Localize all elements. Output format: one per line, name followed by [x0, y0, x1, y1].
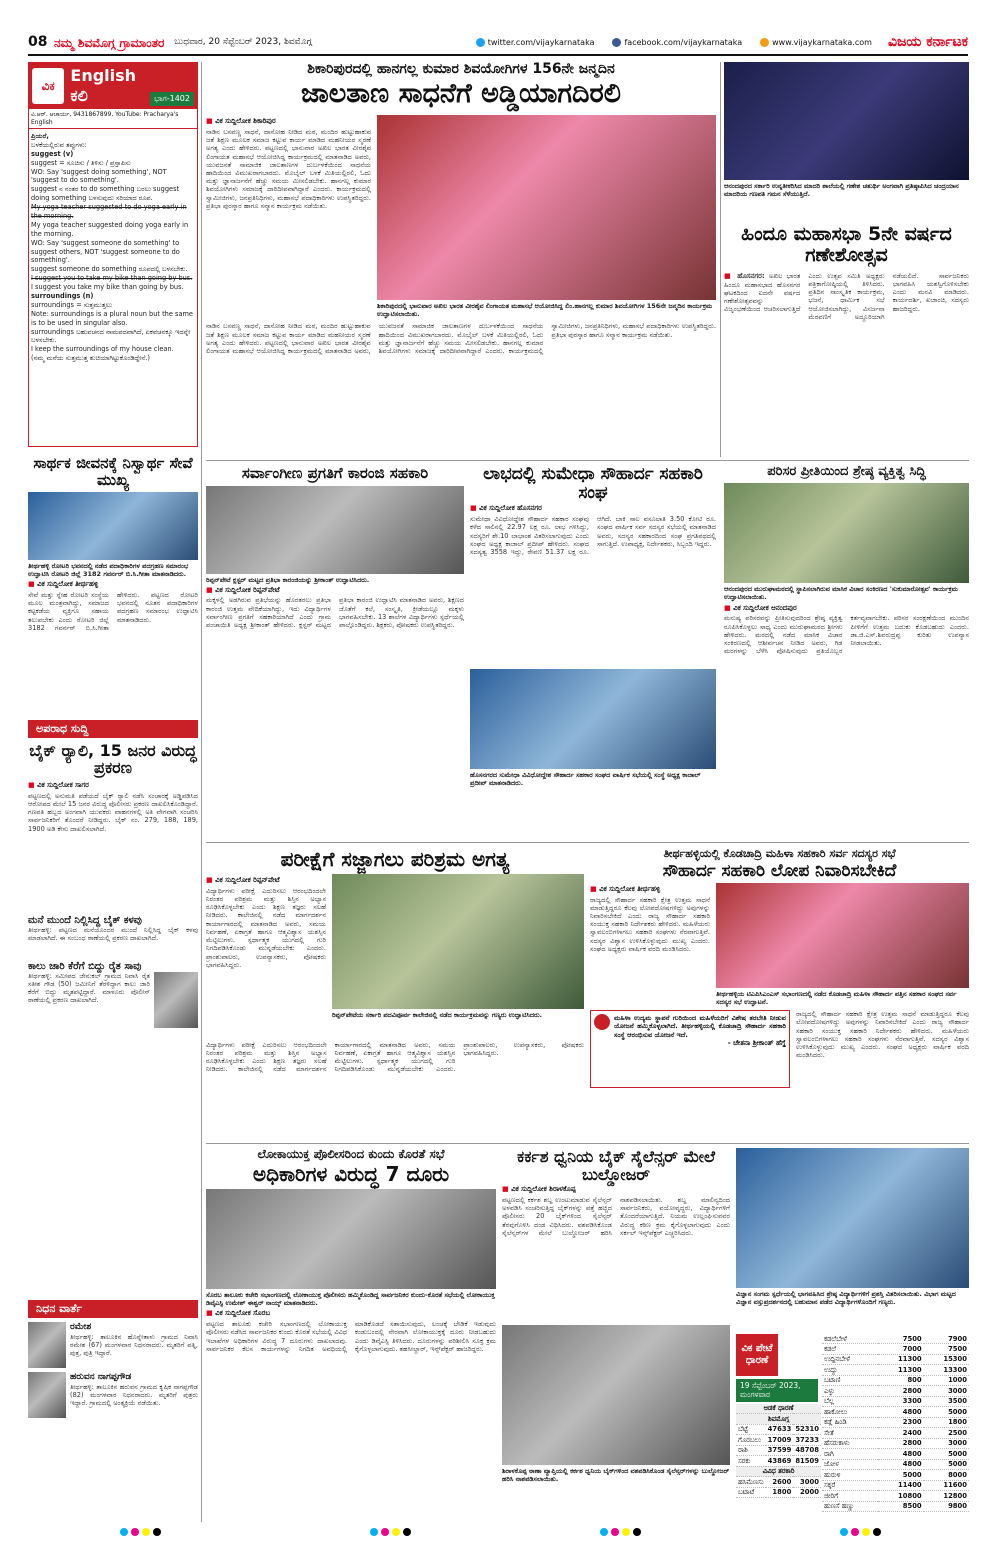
web-link[interactable]: www.vijaykarnataka.com: [760, 38, 872, 48]
obituary-photo: [28, 1322, 66, 1368]
table-row: ಹಸಿಮೆಣಸು 2600 3000: [738, 1477, 819, 1486]
english-kali-body: ಪ್ರಿಯರೆ, ಬಳಕೆಯಲ್ಲಿರುವ ತಪ್ಪುಗಳು: suggest (v) suggest = ಸೂಚಿಸು / ತಿಳಿಸು / ಪ್ರಸ್ತಾಪಿಸು WO: Say 'suggest doing something', NOT 'suggest to do something'. suggest ನ ನಂತರ to do something ಬರಲು suggest doing something ಬಳಸುವುದು ಸರಿಯಾದ ರೂಪ. My yoga teacher suggested to do yoga early in the morning. My yoga teacher suggested doing yoga early in the morning. WO: Say 'suggest someone do something' to suggest others, NOT 'suggest someone to do something'. suggest someone do something ರೂಪದಲ್ಲಿ ಬಳಸಬೇಕು. I suggest you to take my bike than going by bus. I suggest you take my bike than going by bus. surroundings (n) surroundings = ಸುತ್ತಮುತ್ತಲು Note: surroundings is a plural noun but the same is to be used in singular also. surroundings ಬಹುವಚನದ ನಾಮಪದವಾಗಿದೆ, ಏಕವಚನಕ್ಕೂ ಇದನ್ನೇ ಬಳಸಬೇಕು. I keep the surroundings of my house clean. (ನಮ್ಮ ಮನೆಯ ಸುತ್ತಮುತ್ತ ಶುಚಿಯಾಗಿಟ್ಟುಕೊಂಡಿದ್ದೇನೆ.): [31, 132, 193, 363]
silencer-photo: [502, 1325, 730, 1465]
silencer-byline: ■ ವಿಕ ಸುದ್ದಿಲೋಕ ಶಿರಾಳಕೊಪ್ಪ: [502, 1185, 730, 1194]
souharda-headline: ಸೌಹಾರ್ದ ಸಹಕಾರಿ ಲೋಪ ನಿವಾರಿಸಬೇಕಿದೆ: [662, 861, 897, 882]
sarthaka-caption: ತೀರ್ಥಹಳ್ಳಿ ರೋಟರಿ ಭವನದಲ್ಲಿ ನಡೆದ ಪದಾಧಿಕಾರಿಗಳ ಪದಗ್ರಹಣ ಸಮಾರಂಭ ಉದ್ಘಾಟಿಸಿ ರೋಟರಿ ಜಿಲ್ಲೆ 3182 ಗವರ್ನರ್ ಬಿ.ಸಿ.ಗೀತಾ ಮಾತನಾಡಿದರು.: [28, 562, 189, 579]
globe-icon: [760, 38, 769, 47]
souharda-caption: ತೀರ್ಥಹಳ್ಳಿಯ ಟಿಎಪಿಸಿಎಂಎಸ್ ಸಭಾಂಗಣದಲ್ಲಿ ನಡೆದ ಕೊಡಚಾದ್ರಿ ಮಹಿಳಾ ಸೌಹಾರ್ದ ಪತ್ತಿನ ಸಹಕಾರ ಸಂಘದ ಸರ್ವ ಸದಸ್ಯರ ಸಭೆ ಉದ್ಘಾಟನೆ.: [716, 989, 957, 1006]
table-row: ಬಟಾಣಿ 800 1000: [824, 1376, 967, 1385]
sumedha-photo: [470, 669, 716, 769]
sarthaka-byline: ■ ವಿಕ ಸುದ್ದಿಲೋಕ ತೀರ್ಥಹಳ್ಳಿ: [28, 580, 198, 589]
registration-marks: [840, 1528, 881, 1536]
chandrayaan-ganesha-photo: [724, 62, 969, 180]
crime-section: [28, 720, 198, 1030]
souharda-story: [590, 848, 969, 1140]
table-row: ರಾಗಿ 4800 5000: [824, 1449, 967, 1458]
pareeksha-body-1: ವಿದ್ಯಾರ್ಥಿಗಳು ಪರೀಕ್ಷೆ ಎದುರಿಸಲು ಆರಂಭದಿಂದಲೇ ನಿರಂತರ ಪರಿಶ್ರಮ ಮತ್ತು ಶಿಸ್ತಿನ ಅಭ್ಯಾಸ ರೂಢಿಸಿಕೊಳ್ಳಬೇಕು ಎಂದು ಶಿಕ್ಷಣ ತಜ್ಞರು ಸಲಹೆ ನೀಡಿದರು. ಕಾಲೇಜಿನಲ್ಲಿ ನಡೆದ ಮಾರ್ಗದರ್ಶನ ಕಾರ್ಯಾಗಾರದಲ್ಲಿ ಮಾತನಾಡಿದ ಅವರು, ಸಮಯ ನಿರ್ವಹಣೆ, ಏಕಾಗ್ರತೆ ಹಾಗೂ ಆತ್ಮವಿಶ್ವಾಸ ಯಶಸ್ಸಿನ ಮೆಟ್ಟಿಲುಗಳು. ಸ್ಪರ್ಧಾತ್ಮಕ ಯುಗದಲ್ಲಿ ಗುರಿ ನಿಗದಿಪಡಿಸಿಕೊಂಡು ಮುನ್ನಡೆಯಬೇಕು ಎಂದರು. ಪ್ರಾಂಶುಪಾಲರು, ಉಪನ್ಯಾಸಕರು, ಪೋಷಕರು ಭಾಗವಹಿಸಿದ್ದರು.: [206, 886, 326, 969]
table-row: ಜೀರಿಗೆ 10800 12800: [824, 1491, 967, 1500]
crime-section-bar: ಅಪರಾಧ ಸುದ್ದಿ: [28, 720, 198, 738]
lead-headline: ಜಾಲತಾಣ ಸಾಧನೆಗೆ ಅಡ್ಡಿಯಾಗದಿರಲಿ: [301, 78, 621, 110]
commodity-table: [822, 1334, 969, 1512]
pete-dharane-logo: ವಿಕ ಪೇಟೆ ಧಾರಣೆ: [736, 1334, 778, 1376]
lead-byline: ■ ವಿಕ ಸುದ್ದಿಲೋಕ ಶಿಕಾರಿಪುರ: [206, 117, 371, 126]
table-row: ಹೆಸರುಕಾಳು 2800 3000: [824, 1439, 967, 1448]
obituary-section-bar: ನಿಧನ ವಾರ್ತೆ: [28, 1300, 198, 1318]
table-row: ಗೊರಬಲು 17009 37233: [738, 1435, 819, 1444]
ganesha-caption: ಆನಂದಪುರದ ಸರ್ಕಾರಿ ಉನ್ನತೀಕರಿಸಿದ ಮಾದರಿ ಶಾಲೆಯಲ್ಲಿ ಗಣೇಶ ಚತುರ್ಥಿ ಅಂಗವಾಗಿ ಪ್ರತಿಷ್ಠಾಪಿಸಿದ ಚಂದ್ರಯಾನ ಮಾದರಿಯ ಗಣಪತಿ ಗಮನ ಸೆಳೆಯುತ್ತಿದೆ.: [724, 182, 959, 199]
table-row: ಕಡಲೆಬೇಳೆ 7500 7900: [824, 1334, 967, 1343]
obituary-photo: [28, 1372, 66, 1418]
souharda-quote-by: - ಚೇತನಾ ಶ್ರೀಕಾಂತ್ ಹೆಗ್ಡೆ: [727, 1038, 786, 1047]
silencer-headline: ಕರ್ಕಶ ಧ್ವನಿಯ ಬೈಕ್ ಸೈಲೆನ್ಸರ್ ಮೇಲೆ ಬುಲ್ಡೋಜರ್: [517, 1148, 715, 1184]
vk-logo: ವಿಕ: [32, 68, 64, 104]
column-divider: [720, 62, 721, 457]
ganesha-photo-story: [724, 62, 969, 222]
parisara-body: ಮನುಷ್ಯ ಪರಿಸರವನ್ನು ಪ್ರೀತಿಸುವುದರಿಂದ ಶ್ರೇಷ್ಠ ವ್ಯಕ್ತಿತ್ವ ರೂಪಿಸಿಕೊಳ್ಳಲು ಸಾಧ್ಯ ಎಂದು ಮುರುಘಾಮಠದ ಶ್ರೀಗಳು ಹೇಳಿದರು. ಮಠದಲ್ಲಿ ನಡೆದ ಮಾಸಿಕ ವಿಚಾರ ಸಂಕಿರಣದಲ್ಲಿ ಆಶೀರ್ವಚನ ನೀಡಿದ ಅವರು, ಗಿಡ ಮರಗಳನ್ನು ಬೆಳೆಸಿ ಪೋಷಿಸುವುದು ಪ್ರತಿಯೊಬ್ಬರ ಕರ್ತವ್ಯವಾಗಬೇಕು. ಪರಿಸರ ಸಂರಕ್ಷಣೆಯಿಂದ ಮುಂದಿನ ಪೀಳಿಗೆಗೆ ಉತ್ತಮ ಬದುಕು ಕೊಡಬಹುದು ಎಂದರು. ಡಾ.ಜಿ.ಎಸ್.ಶಿವರುದ್ರಪ್ಪ ಕುರಿತು ಉಪನ್ಯಾಸ ನೀಡಲಾಯಿತು.: [724, 614, 969, 656]
column-divider: [201, 62, 202, 1522]
english-kali-header: [29, 63, 197, 109]
karanji-byline: ■ ವಿಕ ಸುದ್ದಿಲೋಕ ರಿಪ್ಪನ್‌ಪೇಟೆ: [206, 586, 464, 595]
english-kali-box: [28, 62, 198, 447]
lead-story: [206, 62, 716, 457]
sarthaka-body: ಸೇವೆ ಮತ್ತು ಸ್ನೇಹ ರೋಟರಿ ಸಂಸ್ಥೆಯ ಮೂಲ ಮಂತ್ರವಾಗಿದ್ದು, ಸಮಾಜದ ಕಟ್ಟಕಡೆಯ ವ್ಯಕ್ತಿಗೂ ಸಹಾಯ ತಲುಪಬೇಕು ಎಂದು ರೋಟರಿ ಜಿಲ್ಲೆ 3182 ಗವರ್ನರ್ ಬಿ.ಸಿ.ಗೀತಾ ಹೇಳಿದರು. ಪಟ್ಟಣದ ರೋಟರಿ ಭವನದಲ್ಲಿ ನೂತನ ಪದಾಧಿಕಾರಿಗಳ ಪದಗ್ರಹಣ ಸಮಾರಂಭ ಉದ್ಘಾಟಿಸಿ ಮಾತನಾಡಿದರು.: [28, 591, 198, 632]
facebook-link[interactable]: facebook.com/vijaykarnataka: [612, 38, 742, 48]
table-row: ಕಡಲೆ 7000 7500: [824, 1344, 967, 1353]
farmer-photo: [154, 972, 198, 1028]
silencer-body: ಪಟ್ಟಣದಲ್ಲಿ ಕರ್ಕಶ ಶಬ್ದ ಉಂಟುಮಾಡುವ ಸೈಲೆನ್ಸರ್ ಅಳವಡಿಸಿ ಸಂಚರಿಸುತ್ತಿದ್ದ ಬೈಕ್‌ಗಳನ್ನು ಪತ್ತೆ ಹಚ್ಚಿದ ಪೊಲೀಸರು 20 ಬೈಕ್‌ಗಳಿಂದ ಸೈಲೆನ್ಸರ್ ತೆರವುಗೊಳಿಸಿ ದಂಡ ವಿಧಿಸಿದರು. ವಶಪಡಿಸಿಕೊಂಡ ಸೈಲೆನ್ಸರ್‌ಗಳ ಮೇಲೆ ಬುಲ್ಡೋಜರ್ ಹರಿಸಿ ನಾಶಪಡಿಸಲಾಯಿತು. ಶಬ್ದ ಮಾಲಿನ್ಯದಿಂದ ಸಾರ್ವಜನಿಕರು, ವಯೋವೃದ್ಧರು, ವಿದ್ಯಾರ್ಥಿಗಳಿಗೆ ತೊಂದರೆಯಾಗುತ್ತಿದೆ. ನಿಯಮ ಉಲ್ಲಂಘಿಸುವವರ ವಿರುದ್ಧ ಕಠಿಣ ಕ್ರಮ ಕೈಗೊಳ್ಳಲಾಗುವುದು ಎಂದು ಸರ್ಕಲ್ ಇನ್ಸ್‌ಪೆಕ್ಟರ್ ಎಚ್ಚರಿಸಿದರು.: [502, 1195, 730, 1237]
registration-marks: [120, 1528, 161, 1536]
lokayukta-caption: ಸೊರಬ ತಾಲೂಕು ಕಚೇರಿ ಸಭಾಂಗಣದಲ್ಲಿ ಲೋಕಾಯುಕ್ತ ಪೊಲೀಸರು ಹಮ್ಮಿಕೊಂಡಿದ್ದ ಸಾರ್ವಜನಿಕರ ಕುಂದು-ಕೊರತೆ ಸಭೆಯಲ್ಲಿ ಲೋಕಾಯುಕ್ತ ಡಿವೈಎಸ್ಪಿ ಉಮೇಶ್ ಈಶ್ವರ್ ನಾಯ್ಕ್ ಮಾತನಾಡಿದರು.: [206, 1291, 495, 1308]
market-rates: [736, 1334, 969, 1522]
part-badge: ಭಾಗ-1402: [150, 92, 194, 106]
table-row: ಬೆಟ್ಟೆ 47633 52310: [738, 1425, 819, 1434]
lead-caption: ಶಿಕಾರಿಪುರದಲ್ಲಿ ಭಾನುವಾರ ಅಖಿಲ ಭಾರತ ವೀರಶೈವ ಲಿಂಗಾಯತ ಮಹಾಸಭೆ ಆಯೋಜಿಸಿದ್ದ ಲಿಂ.ಹಾನಗಲ್ಲ ಕುಮಾರ ಶಿವಯೋಗಿಗಳ 156ನೇ ಜನ್ಮದಿನ ಕಾರ್ಯಕ್ರಮ ಉದ್ಘಾಟಿಸಲಾಯಿತು.: [377, 302, 713, 319]
farmer-death-body: ತೀರ್ಥಹಳ್ಳಿ: ಸಮೀಪದ ಜೇನುಕಲ್ ಗ್ರಾಮದ ನಿವಾಸಿ ರೈತ ಸತೀಶ ಗೌಡ (50) ಜಮೀನಿಗೆ ತೆರಳಿದ್ದಾಗ ಕಾಲು ಜಾರಿ ಕೆರೆಗೆ ಬಿದ್ದು ಮೃತಪಟ್ಟಿದ್ದಾರೆ. ಮಾಳೂರು ಪೊಲೀಸ್ ಠಾಣೆಯಲ್ಲಿ ಪ್ರಕರಣ ದಾಖಲಾಗಿದೆ.: [28, 971, 150, 1005]
page-header: [28, 32, 968, 56]
lokayukta-kicker: ಲೋಕಾಯುಕ್ತ ಪೊಲೀಸರಿಂದ ಕುಂದು ಕೊರತೆ ಸಭೆ: [257, 1148, 445, 1161]
section-title: ನಮ್ಮ ಶಿವಮೊಗ್ಗ ಗ್ರಾಮಾಂತರ: [54, 35, 165, 50]
parisara-story: [724, 465, 969, 837]
facebook-icon: [612, 38, 621, 47]
souharda-quote-box: [590, 1010, 790, 1088]
silencer-caption: ಶಿರಾಳಕೊಪ್ಪ ಠಾಣಾ ವ್ಯಾಪ್ತಿಯಲ್ಲಿ ಕರ್ಕಶ ಧ್ವನಿಯ ಬೈಕ್‌ಗಳಿಂದ ವಶಪಡಿಸಿಕೊಂಡ ಸೈಲೆನ್ಸರ್‌ಗಳನ್ನು ಬುಲ್ಡೋಜರ್ ಹರಿಸಿ ನಾಶಪಡಿಸಲಾಯಿತು.: [502, 1466, 730, 1484]
lokayukta-body: ಪಟ್ಟಣದ ತಾಲೂಕು ಕಚೇರಿ ಸಭಾಂಗಣದಲ್ಲಿ ಲೋಕಾಯುಕ್ತ ಪೊಲೀಸರು ನಡೆಸಿದ ಸಾರ್ವಜನಿಕರ ಕುಂದು ಕೊರತೆ ಸಭೆಯಲ್ಲಿ ವಿವಿಧ ಇಲಾಖೆಗಳ ಅಧಿಕಾರಿಗಳ ವಿರುದ್ಧ 7 ದೂರುಗಳು ದಾಖಲಾದವು. ಸಾರ್ವಜನಿಕರ ಕೆಲಸ ಕಾರ್ಯಗಳನ್ನು ನಿಗದಿತ ಅವಧಿಯಲ್ಲಿ ಮಾಡಿಕೊಡದೆ ಸತಾಯಿಸುವುದು, ಲಂಚಕ್ಕೆ ಬೇಡಿಕೆ ಇಡುವುದು ಕಂಡುಬಂದಲ್ಲಿ ನೇರವಾಗಿ ಲೋಕಾಯುಕ್ತಕ್ಕೆ ದೂರು ನೀಡಬಹುದು ಎಂದು ಡಿವೈಎಸ್ಪಿ ತಿಳಿಸಿದರು. ದೂರುಗಳನ್ನು ಪರಿಶೀಲಿಸಿ ಸೂಕ್ತ ಕ್ರಮ ಕೈಗೊಳ್ಳಲಾಗುವುದು. ತಹಸೀಲ್ದಾರ್, ಇನ್ಸ್‌ಪೆಕ್ಟರ್ ಹಾಜರಿದ್ದರು.: [206, 1320, 496, 1353]
divider: [206, 1143, 969, 1144]
table-row: ರಾಶಿ 37599 48708: [738, 1446, 819, 1455]
sumedha-caption: ಹೊಸನಗರದ ಸುಮೇಧಾ ವಿವಿಧೋದ್ದೇಶ ಸೌಹಾರ್ದ ಸಹಕಾರ ಸಂಘದ ವಾರ್ಷಿಕ ಸಭೆಯಲ್ಲಿ ಸಂಸ್ಥೆ ಅಧ್ಯಕ್ಷ ಕಾಜಾಲ್ ಪ್ರದೀಪ್ ಮಾತನಾಡಿದರು.: [470, 771, 701, 788]
table-row: ಸಕ್ಕರೆ 11400 11600: [824, 1481, 967, 1490]
crime-body: ಪಟ್ಟಣದಲ್ಲಿ ಅನುಮತಿ ಪಡೆಯದೆ ಬೈಕ್ ರ‍್ಯಾಲಿ ನಡೆಸಿ ಸಂಚಾರಕ್ಕೆ ಅಡ್ಡಿಪಡಿಸಿದ ಆರೋಪದ ಮೇಲೆ 15 ಜನರ ವಿರುದ್ಧ ಪೊಲೀಸರು ಪ್ರಕರಣ ದಾಖಲಿಸಿಕೊಂಡಿದ್ದಾರೆ. ಗಣಪತಿ ಹಬ್ಬದ ಅಂಗವಾಗಿ ಯುವಕರು ವಾಹನಗಳಲ್ಲಿ ಅತಿ ವೇಗವಾಗಿ ಸಂಚರಿಸಿ ಸಾರ್ವಜನಿಕರಿಗೆ ತೊಂದರೆ ನೀಡಿದ್ದರು. ಬೈಕ್ ನಂ. 279, 188, 189, 1900 ಅಡಿ ಕೇಸು ದಾಖಲಿಸಲಾಗಿದೆ.: [28, 791, 198, 833]
sarthaka-headline: ಸಾರ್ಥಕ ಜೀವನಕ್ಕೆ ನಿಸ್ವಾರ್ಥ ಸೇವೆ ಮುಖ್ಯ: [33, 455, 193, 489]
table-row: ಬೆಲ್ಲ 3300 3500: [824, 1397, 967, 1406]
silencer-story: [502, 1148, 730, 1522]
registration-marks: [600, 1528, 641, 1536]
twitter-link[interactable]: twitter.com/vijaykarnataka: [476, 38, 595, 48]
crime-byline: ■ ವಿಕ ಸುದ್ದಿಲೋಕ ಸಾಗರ: [28, 781, 198, 790]
hindu-body: ■ ಹೊಸನಗರ: ಅಖಿಲ ಭಾರತ ಹಿಂದೂ ಮಹಾಸಭಾದ ಹೊಸನಗರ ಘಟಕದಿಂದ ಐದನೇ ವರ್ಷದ ಗಣೇಶೋತ್ಸವವನ್ನು ವಿಜೃಂಭಣೆಯಿಂದ ಆಚರಿಸಲಾಗುತ್ತಿದೆ ಎಂದು ಉತ್ಸವ ಸಮಿತಿ ಅಧ್ಯಕ್ಷರು ಪತ್ರಿಕಾಗೋಷ್ಠಿಯಲ್ಲಿ ತಿಳಿಸಿದರು. ಪ್ರತಿದಿನ ಸಾಂಸ್ಕೃತಿಕ ಕಾರ್ಯಕ್ರಮ, ಭಜನೆ, ಧಾರ್ಮಿಕ ಸಭೆ ಆಯೋಜಿಸಲಾಗಿದ್ದು, ವಿಸರ್ಜನಾ ಮೆರವಣಿಗೆ ಅದ್ದೂರಿಯಾಗಿ ನಡೆಯಲಿದೆ. ಸಾರ್ವಜನಿಕರು ಭಾಗವಹಿಸಿ ಯಶಸ್ವಿಗೊಳಿಸಬೇಕು ಎಂದು ಮನವಿ ಮಾಡಿದರು. ಕಾರ್ಯದರ್ಶಿ, ಖಜಾಂಚಿ, ಸದಸ್ಯರು ಹಾಜರಿದ್ದರು.: [724, 272, 969, 447]
market-date: 19 ಸೆಪ್ಟೆಂಬರ್ 2023, ಮಂಗಳವಾರ: [736, 1379, 818, 1402]
hindu-mahasabha-story: [724, 224, 969, 457]
english-kali-contact: ವಿ.ಆರ್. ಆಚಾರ್ಯ, 9431867899, YouTube: Pracharya's English: [29, 109, 197, 129]
bike-theft-headline: ಮನೆ ಮುಂದೆ ನಿಲ್ಲಿಸಿದ್ದ ಬೈಕ್ ಕಳವು: [28, 914, 142, 926]
souharda-quote: ಮಹಿಳಾ ಉದ್ಯಮ ಸ್ಥಾಪನೆ ಗುರಿಯಿಂದ ಮಹಿಳೆಯರಿಗೆ ವಿಶೇಷ ತರಬೇತಿ ನೀಡುವ ಯೋಜನೆ ಹಮ್ಮಿಕೊಳ್ಳಲಾಗಿದೆ. ತೀರ್ಥಹಳ್ಳಿಯಲ್ಲಿ ಕೊಡಚಾದ್ರಿ ಸೌಹಾರ್ದ ಸಹಕಾರಿ ಸಂಸ್ಥೆ ಆರಂಭಿಸುವ ಯೋಜನೆ ಇದೆ.: [614, 1014, 786, 1039]
quote-icon: [594, 1014, 610, 1030]
parisara-byline: ■ ವಿಕ ಸುದ್ದಿಲೋಕ ಆನಂದಪುರ: [724, 604, 969, 613]
table-row: ಬಟಾಟೆ 1800 2000: [738, 1488, 819, 1497]
karanji-caption: ರಿಪ್ಪನ್‌ಪೇಟೆ ಕ್ಲಸ್ಟರ್ ಮಟ್ಟದ ಪ್ರತಿಭಾ ಕಾರಂಜಿಯನ್ನು ಶ್ರೀಕಾಂತ್ ಉದ್ಘಾಟಿಸಿದರು.: [206, 575, 370, 584]
souharda-kicker: ತೀರ್ಥಹಳ್ಳಿಯಲ್ಲಿ ಕೊಡಚಾದ್ರಿ ಮಹಿಳಾ ಸಹಕಾರಿ ಸರ್ವ ಸದಸ್ಯರ ಸಭೆ: [663, 848, 896, 860]
obituary-item: ರಮೇಶ ತೀರ್ಥಹಳ್ಳಿ: ತಾಲೂಕಿನ ಹೊನ್ನೇತಾಳು ಗ್ರಾಮದ ನಿವಾಸಿ ರಮೇಶ (67) ಮಂಗಳವಾರ ನಿಧನರಾದರು. ಮೃತರಿಗೆ ಪತ್ನಿ, ಪುತ್ರ, ಪುತ್ರಿ ಇದ್ದಾರೆ.: [28, 1322, 198, 1368]
table-row: ಹಾಕೋಲು 4800 5000: [824, 1407, 967, 1416]
karanji-story: [206, 465, 464, 837]
table-row: ಉದ್ದಿನಬೇಳೆ 11300 15300: [824, 1355, 967, 1364]
sarthaka-story: [28, 455, 198, 717]
parisara-headline: ಪರಿಸರ ಪ್ರೀತಿಯಿಂದ ಶ್ರೇಷ್ಠ ವ್ಯಕ್ತಿತ್ವ ಸಿದ್ಧಿ: [767, 465, 926, 479]
karanji-headline: ಸರ್ವಾಂಗೀಣ ಪ್ರಗತಿಗೆ ಕಾರಂಜಿ ಸಹಕಾರಿ: [241, 465, 429, 482]
pareeksha-story: [206, 848, 584, 1140]
pareeksha-byline: ■ ವಿಕ ಸುದ್ದಿಲೋಕ ರಿಪ್ಪನ್‌ಪೇಟೆ: [206, 876, 326, 885]
souharda-photo: [716, 883, 969, 988]
souharda-byline: ■ ವಿಕ ಸುದ್ದಿಲೋಕ ತೀರ್ಥಹಳ್ಳಿ: [590, 885, 710, 894]
masthead-logo: ವಿಜಯ ಕರ್ನಾಟಕ: [887, 34, 968, 51]
lead-kicker: ಶಿಕಾರಿಪುರದಲ್ಲಿ ಹಾನಗಲ್ಲ ಕುಮಾರ ಶಿವಯೋಗಿಗಳ 156ನೇ ಜನ್ಮದಿನ: [307, 62, 615, 77]
farmer-death-headline: ಕಾಲು ಜಾರಿ ಕೆರೆಗೆ ಬಿದ್ದು ರೈತ ಸಾವು: [28, 960, 142, 972]
sumedha-headline: ಲಾಭದಲ್ಲಿ ಸುಮೇಧಾ ಸೌಹಾರ್ದ ಸಹಕಾರಿ ಸಂಘ: [483, 465, 703, 503]
rotary-photo: [28, 492, 198, 560]
table-row: ಸರಕು 43869 81509: [738, 1456, 819, 1465]
karanji-photo: [206, 486, 464, 574]
header-date: ಬುಧವಾರ, 20 ಸೆಪ್ಟೆಂಬರ್ 2023, ಶಿವಮೊಗ್ಗ: [174, 37, 312, 48]
lokayukta-story: [206, 1148, 496, 1522]
divider: [206, 842, 969, 843]
areca-table: ಅಡಕೆ ಧಾರಣೆ ಶಿವಮೊಗ್ಗ ಬೆಟ್ಟೆ 47633 52310 ಗೊರಬಲು 17009 37233 ರಾಶಿ 37599 48708 ಸರಕು 43869 81509 ವಿವಿಧ ತರಕಾರಿ ಹಸಿಮೆಣಸು 2600 3000 ಬಟಾಟೆ 1800 2000: [738, 1404, 819, 1497]
table-row: ಉದ್ದು 11300 13300: [824, 1365, 967, 1374]
pareeksha-photo: [332, 874, 584, 1009]
lokayukta-byline: ■ ವಿಕ ಸುದ್ದಿಲೋಕ ಸೊರಬ: [206, 1309, 496, 1318]
divider: [206, 460, 969, 461]
pareeksha-headline: ಪರೀಕ್ಷೆಗೆ ಸಜ್ಜಾಗಲು ಪರಿಶ್ರಮ ಅಗತ್ಯ: [280, 848, 510, 871]
lead-photo: [377, 115, 716, 300]
sumedha-byline: ■ ವಿಕ ಸುದ್ದಿಲೋಕ ಹೊಸನಗರ: [470, 504, 716, 513]
social-links: [476, 38, 872, 48]
page-number: 08: [28, 34, 48, 51]
souharda-body-2: ರಾಜ್ಯದಲ್ಲಿ ಸೌಹಾರ್ದ ಸಹಕಾರಿ ಕ್ಷೇತ್ರ ಉತ್ತಮ ಸಾಧನೆ ಮಾಡುತ್ತಿದ್ದರೂ ಕೆಲವು ಲೋಪದೋಷಗಳಿದ್ದು ಅವುಗಳನ್ನು ನಿವಾರಿಸಬೇಕಿದೆ ಎಂದು ರಾಜ್ಯ ಸೌಹಾರ್ದ ಸಹಕಾರಿ ಸಂಯುಕ್ತ ಸಹಕಾರಿ ನಿರ್ದೇಶಕರು ಹೇಳಿದರು. ಮಹಿಳೆಯರು ಸ್ವಾವಲಂಬಿಗಳಾಗಲು ಸಹಕಾರಿ ಸಂಘಗಳು ನೆರವಾಗುತ್ತಿವೆ. ಸದಸ್ಯರ ವಿಶ್ವಾಸ ಉಳಿಸಿಕೊಳ್ಳುವುದು ಮುಖ್ಯ ಎಂದರು. ಸಂಘದ ಅಧ್ಯಕ್ಷರು ವಾರ್ಷಿಕ ವರದಿ ಮಂಡಿಸಿದರು.: [796, 1010, 969, 1060]
hindu-headline: ಹಿಂದೂ ಮಹಾಸಭಾ 5ನೇ ವರ್ಷದ ಗಣೇಶೋತ್ಸವ: [741, 224, 952, 266]
bike-theft-body: ತೀರ್ಥಹಳ್ಳಿ: ಪಟ್ಟಣದ ಮನೆಯೊಂದರ ಮುಂದೆ ನಿಲ್ಲಿಸಿದ್ದ ಬೈಕ್ ಕಳವು ಮಾಡಲಾಗಿದೆ. ಈ ಸಂಬಂಧ ಠಾಣೆಯಲ್ಲಿ ಪ್ರಕರಣ ದಾಖಲಾಗಿದೆ.: [28, 925, 198, 942]
obituary-section: [28, 1300, 198, 1522]
lead-body-1: ನಾಡಿನ ಬಸವಣ್ಣ ಸಾಧನೆ, ದಾಸೋಹ ನೀಡಿದ ಮಠ, ಮಂದಿರ ಹುಟ್ಟುಹಾಕುವ ಜತೆ ಶಿಕ್ಷಣ ಮೂಲಕ ಸಮಾಜ ಕಟ್ಟುವ ಕಾರ್ಯ ಮಾಡಿದ ಮಹನೀಯರ ಸ್ಮರಣೆ ಅಗತ್ಯ ಎಂದು ಹೇಳಿದರು. ಪಟ್ಟಣದಲ್ಲಿ ಭಾನುವಾರ ಅಖಿಲ ಭಾರತ ವೀರಶೈವ ಲಿಂಗಾಯತ ಮಹಾಸಭೆ ಆಯೋಜಿಸಿದ್ದ ಕಾರ್ಯಕ್ರಮದಲ್ಲಿ ಮಾತನಾಡಿದ ಅವರು, ಯುವಜನತೆ ಸಾಮಾಜಿಕ ಜಾಲತಾಣಗಳ ದುರ್ಬಳಕೆಯಿಂದ ಸಾಧನೆಯ ಹಾದಿಯಿಂದ ವಿಮುಖರಾಗಬಾರದು. ಮೊಬೈಲ್ ಬಳಕೆ ಮಿತಿಯಲ್ಲಿರಲಿ, ಓದು ಮತ್ತು ಜ್ಞಾನಾರ್ಜನೆಗೆ ಹೆಚ್ಚು ಸಮಯ ಮೀಸಲಿಡಬೇಕು. ಹಾನಗಲ್ಲ ಕುಮಾರ ಶಿವಯೋಗಿಗಳು ಸಮಾಜಕ್ಕೆ ದಾರಿದೀಪವಾಗಿದ್ದಾರೆ ಎಂದರು. ಕಾರ್ಯಕ್ರಮದಲ್ಲಿ ಸ್ವಾಮೀಜಿಗಳು, ಜನಪ್ರತಿನಿಧಿಗಳು, ಮಹಾಸಭೆ ಪದಾಧಿಕಾರಿಗಳು ಉಪಸ್ಥಿತರಿದ್ದರು. ಪ್ರತಿಭಾ ಪುರಸ್ಕಾರ ಹಾಗೂ ಸನ್ಮಾನ ಕಾರ್ಯಕ್ರಮ ನಡೆಯಿತು.: [206, 127, 371, 210]
registration-marks: [370, 1528, 411, 1536]
souharda-body-1: ರಾಜ್ಯದಲ್ಲಿ ಸೌಹಾರ್ದ ಸಹಕಾರಿ ಕ್ಷೇತ್ರ ಉತ್ತಮ ಸಾಧನೆ ಮಾಡುತ್ತಿದ್ದರೂ ಕೆಲವು ಲೋಪದೋಷಗಳಿದ್ದು ಅವುಗಳನ್ನು ನಿವಾರಿಸಬೇಕಿದೆ ಎಂದು ರಾಜ್ಯ ಸೌಹಾರ್ದ ಸಹಕಾರಿ ಸಂಯುಕ್ತ ಸಹಕಾರಿ ನಿರ್ದೇಶಕರು ಹೇಳಿದರು. ಮಹಿಳೆಯರು ಸ್ವಾವಲಂಬಿಗಳಾಗಲು ಸಹಕಾರಿ ಸಂಘಗಳು ನೆರವಾಗುತ್ತಿವೆ. ಸದಸ್ಯರ ವಿಶ್ವಾಸ ಉಳಿಸಿಕೊಳ್ಳುವುದು ಮುಖ್ಯ ಎಂದರು. ಸಂಘದ ಅಧ್ಯಕ್ಷರು ವಾರ್ಷಿಕ ವರದಿ ಮಂಡಿಸಿದರು.: [590, 895, 710, 953]
twitter-icon: [476, 38, 485, 47]
lead-body-2: ನಾಡಿನ ಬಸವಣ್ಣ ಸಾಧನೆ, ದಾಸೋಹ ನೀಡಿದ ಮಠ, ಮಂದಿರ ಹುಟ್ಟುಹಾಕುವ ಜತೆ ಶಿಕ್ಷಣ ಮೂಲಕ ಸಮಾಜ ಕಟ್ಟುವ ಕಾರ್ಯ ಮಾಡಿದ ಮಹನೀಯರ ಸ್ಮರಣೆ ಅಗತ್ಯ ಎಂದು ಹೇಳಿದರು. ಪಟ್ಟಣದಲ್ಲಿ ಭಾನುವಾರ ಅಖಿಲ ಭಾರತ ವೀರಶೈವ ಲಿಂಗಾಯತ ಮಹಾಸಭೆ ಆಯೋಜಿಸಿದ್ದ ಕಾರ್ಯಕ್ರಮದಲ್ಲಿ ಮಾತನಾಡಿದ ಅವರು, ಯುವಜನತೆ ಸಾಮಾಜಿಕ ಜಾಲತಾಣಗಳ ದುರ್ಬಳಕೆಯಿಂದ ಸಾಧನೆಯ ಹಾದಿಯಿಂದ ವಿಮುಖರಾಗಬಾರದು. ಮೊಬೈಲ್ ಬಳಕೆ ಮಿತಿಯಲ್ಲಿರಲಿ, ಓದು ಮತ್ತು ಜ್ಞಾನಾರ್ಜನೆಗೆ ಹೆಚ್ಚು ಸಮಯ ಮೀಸಲಿಡಬೇಕು. ಹಾನಗಲ್ಲ ಕುಮಾರ ಶಿವಯೋಗಿಗಳು ಸಮಾಜಕ್ಕೆ ದಾರಿದೀಪವಾಗಿದ್ದಾರೆ ಎಂದರು. ಕಾರ್ಯಕ್ರಮದಲ್ಲಿ ಸ್ವಾಮೀಜಿಗಳು, ಜನಪ್ರತಿನಿಧಿಗಳು, ಮಹಾಸಭೆ ಪದಾಧಿಕಾರಿಗಳು ಉಪಸ್ಥಿತರಿದ್ದರು. ಪ್ರತಿಭಾ ಪುರಸ್ಕಾರ ಹಾಗೂ ಸನ್ಮಾನ ಕಾರ್ಯಕ್ರಮ ನಡೆಯಿತು.: [206, 322, 716, 356]
table-row: ಕಡ್ಲೆ ಹಿಂಡಿ 2300 1800: [824, 1418, 967, 1427]
science-photo: [736, 1148, 969, 1288]
pareeksha-caption: ರಿಪ್ಪನ್‌ಪೇಟೆಯ ಸರ್ಕಾರಿ ಪದವಿಪೂರ್ವ ಕಾಲೇಜಿನಲ್ಲಿ ನಡೆದ ಕಾರ್ಯಕ್ರಮವನ್ನು ಗಣ್ಯರು ಉದ್ಘಾಟಿಸಿದರು.: [332, 1011, 543, 1019]
parisara-photo: [724, 483, 969, 583]
karanji-body: ಮಕ್ಕಳಲ್ಲಿ ಅಡಗಿರುವ ಪ್ರತಿಭೆಯನ್ನು ಹೊರತರಲು ಪ್ರತಿಭಾ ಕಾರಂಜಿ ಉತ್ತಮ ವೇದಿಕೆಯಾಗಿದ್ದು, ಇದು ವಿದ್ಯಾರ್ಥಿಗಳ ಸರ್ವಾಂಗೀಣ ಪ್ರಗತಿಗೆ ಸಹಕಾರಿಯಾಗಿದೆ ಎಂದು ಗ್ರಾಮ ಪಂಚಾಯಿತಿ ಅಧ್ಯಕ್ಷ ಶ್ರೀಕಾಂತ್ ಹೇಳಿದರು. ಕ್ಲಸ್ಟರ್ ಮಟ್ಟದ ಪ್ರತಿಭಾ ಕಾರಂಜಿ ಉದ್ಘಾಟಿಸಿ ಮಾತನಾಡಿದ ಅವರು, ಶಿಕ್ಷಣದ ಜೊತೆಗೆ ಕಲೆ, ಸಂಸ್ಕೃತಿ, ಕ್ರೀಡೆಯಲ್ಲೂ ಮಕ್ಕಳು ಭಾಗವಹಿಸಬೇಕು. 13 ಶಾಲೆಗಳ ವಿದ್ಯಾರ್ಥಿಗಳು ಸ್ಪರ್ಧೆಯಲ್ಲಿ ಪಾಲ್ಗೊಂಡಿದ್ದರು. ಶಿಕ್ಷಕರು, ಪೋಷಕರು ಉಪಸ್ಥಿತರಿದ್ದರು.: [206, 596, 464, 630]
table-row: ಎಳ್ಳು 2800 3000: [824, 1386, 967, 1395]
table-row: ಹುರುಳಿ 5000 8000: [824, 1470, 967, 1479]
parisara-caption: ಆನಂದಪುರದ ಮುರುಘಾಮಠದಲ್ಲಿ ಸ್ಥಾಪಿಸಲಾಗಿರುವ ಮಾಸಿಕ ವಿಚಾರ ಸಂಕಿರಣದ 'ಸುಕುಮಾರೋತ್ಸವ' ಕಾರ್ಯಕ್ರಮ ಉದ್ಘಾಟಿಸಲಾಯಿತು.: [724, 585, 958, 602]
lokayukta-headline: ಅಧಿಕಾರಿಗಳ ವಿರುದ್ಧ 7 ದೂರು: [252, 1162, 450, 1187]
lokayukta-photo: [206, 1189, 496, 1289]
table-row: ಜೋಳ 4800 5000: [824, 1460, 967, 1469]
science-caption: ವಿಜ್ಞಾನ ಸಂಗಮ ಸ್ಪರ್ಧೆಯಲ್ಲಿ ಭಾಗವಹಿಸಿದ ಶ್ರೇಷ್ಠ ವಿದ್ಯಾರ್ಥಿಗಳಿಗೆ ಪ್ರಶಸ್ತಿ ವಿತರಿಸಲಾಯಿತು. ವಿಭಾಗ ಮಟ್ಟದ ವಿಜ್ಞಾನ ವಸ್ತುಪ್ರದರ್ಶನದಲ್ಲಿ ಬಹುಮಾನ ಪಡೆದ ವಿದ್ಯಾರ್ಥಿಗಳೊಂದಿಗೆ ಗಣ್ಯರು.: [736, 1290, 956, 1307]
sumedha-body: ಸುಮೇಧಾ ವಿವಿಧೋದ್ದೇಶ ಸೌಹಾರ್ದ ಸಹಕಾರ ಸಂಘವು ಕಳೆದ ಸಾಲಿನಲ್ಲಿ 22.97 ಲಕ್ಷ ರೂ. ಲಾಭ ಗಳಿಸಿದ್ದು, ಸದಸ್ಯರಿಗೆ ಶೇ.10 ಲಾಭಾಂಶ ವಿತರಿಸಲಾಗುವುದು ಎಂದು ಸಂಘದ ಅಧ್ಯಕ್ಷ ಕಾಜಾಲ್ ಪ್ರದೀಪ್ ಹೇಳಿದರು. ಸಂಘದ ಸದಸ್ಯತ್ವ 3558 ಇದ್ದು, ಠೇವಣಿ 51.37 ಲಕ್ಷ ರೂ. ಆಗಿದೆ. ಬಾಕಿ ಸಾಲ ವಸೂಲಾತಿ 3.50 ಕೋಟಿ ರೂ. ಸಂಘದ ವಾರ್ಷಿಕ ಸರ್ವ ಸದಸ್ಯರ ಸಭೆಯಲ್ಲಿ ಮಾತನಾಡಿದ ಅವರು, ಸದಸ್ಯರ ಸಹಕಾರದಿಂದ ಸಂಘ ಪ್ರಗತಿಪಥದಲ್ಲಿ ಸಾಗುತ್ತಿದೆ. ಉಪಾಧ್ಯಕ್ಷ, ನಿರ್ದೇಶಕರು, ಸಿಬ್ಬಂದಿ ಇದ್ದರು.: [470, 515, 716, 557]
sumedha-story: [470, 465, 716, 837]
table-row: ಹುಣಸೆ ಹಣ್ಣು 8500 9800: [824, 1502, 967, 1511]
science-photo-story: [736, 1148, 969, 1328]
english-kali-title: English ಕಲಿ: [70, 66, 137, 105]
obituary-item: ಹರುವನ ನಾಗಪ್ಪಗೌಡ ತೀರ್ಥಹಳ್ಳಿ: ತಾಲೂಕಿನ ಹರುವನ ಗ್ರಾಮದ ಕೃಷಿಕ ನಾಗಪ್ಪಗೌಡ (82) ಮಂಗಳವಾರ ನಿಧನರಾದರು. ಮೃತರಿಗೆ ಪುತ್ರರು ಇದ್ದಾರೆ. ಗ್ರಾಮದಲ್ಲಿ ಅಂತ್ಯಕ್ರಿಯೆ ನಡೆಯಿತು.: [28, 1372, 198, 1418]
table-row: ಸೇತೆ 2400 2500: [824, 1428, 967, 1437]
pareeksha-body-2: ವಿದ್ಯಾರ್ಥಿಗಳು ಪರೀಕ್ಷೆ ಎದುರಿಸಲು ಆರಂಭದಿಂದಲೇ ನಿರಂತರ ಪರಿಶ್ರಮ ಮತ್ತು ಶಿಸ್ತಿನ ಅಭ್ಯಾಸ ರೂಢಿಸಿಕೊಳ್ಳಬೇಕು ಎಂದು ಶಿಕ್ಷಣ ತಜ್ಞರು ಸಲಹೆ ನೀಡಿದರು. ಕಾಲೇಜಿನಲ್ಲಿ ನಡೆದ ಮಾರ್ಗದರ್ಶನ ಕಾರ್ಯಾಗಾರದಲ್ಲಿ ಮಾತನಾಡಿದ ಅವರು, ಸಮಯ ನಿರ್ವಹಣೆ, ಏಕಾಗ್ರತೆ ಹಾಗೂ ಆತ್ಮವಿಶ್ವಾಸ ಯಶಸ್ಸಿನ ಮೆಟ್ಟಿಲುಗಳು. ಸ್ಪರ್ಧಾತ್ಮಕ ಯುಗದಲ್ಲಿ ಗುರಿ ನಿಗದಿಪಡಿಸಿಕೊಂಡು ಮುನ್ನಡೆಯಬೇಕು ಎಂದರು. ಪ್ರಾಂಶುಪಾಲರು, ಉಪನ್ಯಾಸಕರು, ಪೋಷಕರು ಭಾಗವಹಿಸಿದ್ದರು.: [206, 1040, 584, 1074]
crime-headline: ಬೈಕ್ ರ‍್ಯಾಲಿ, 15 ಜನರ ವಿರುದ್ಧ ಪ್ರಕರಣ: [29, 740, 197, 778]
